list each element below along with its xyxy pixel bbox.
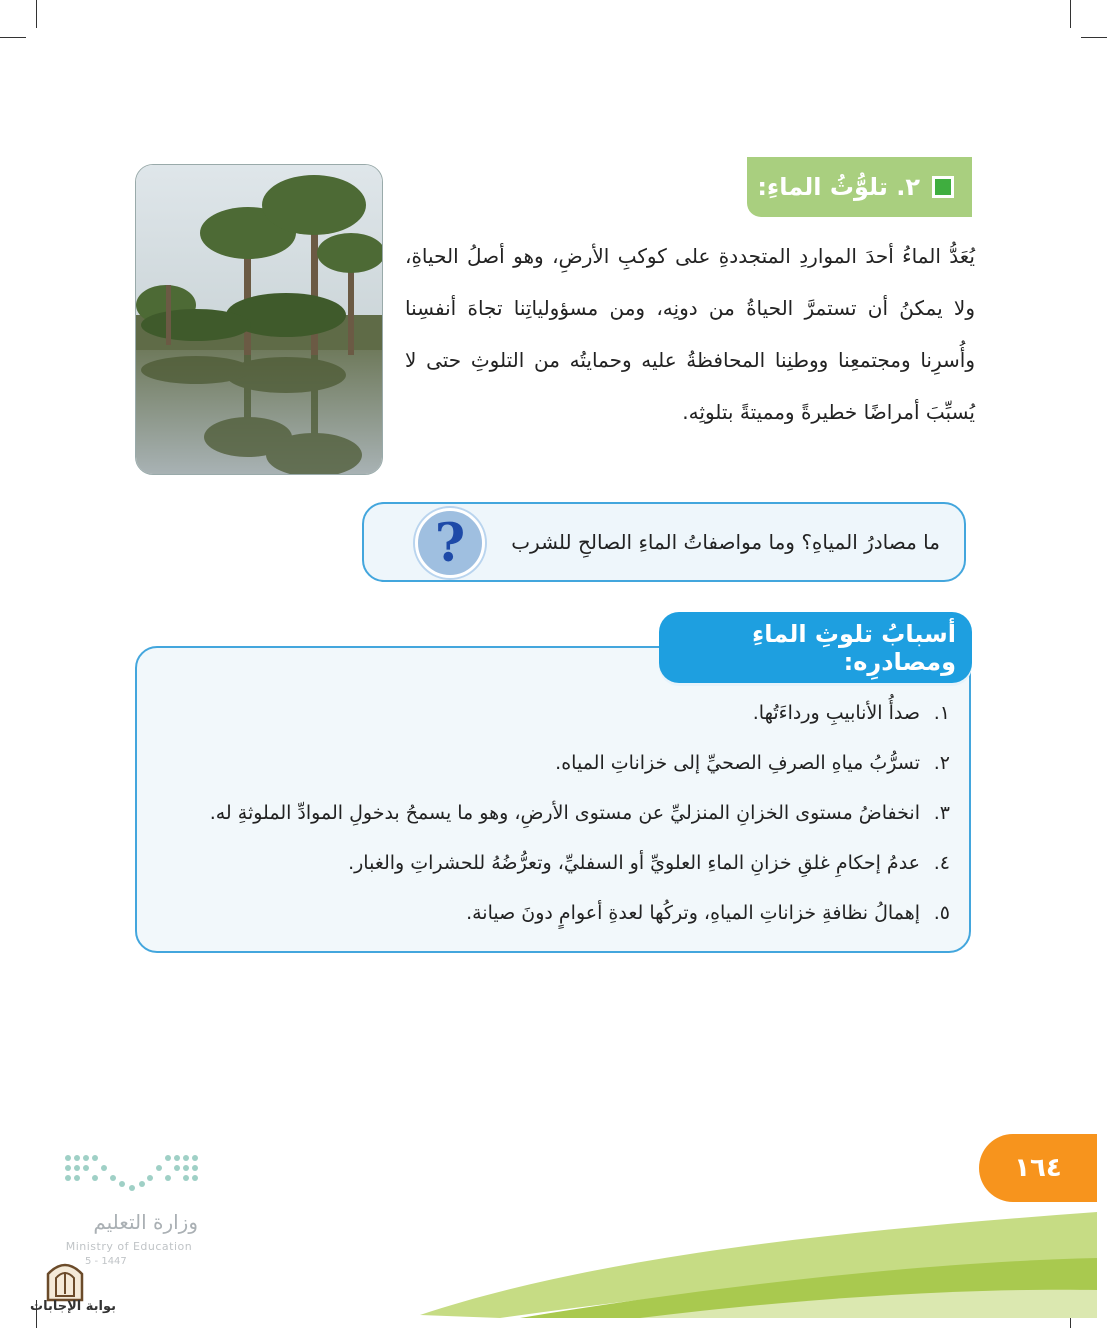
item-number: ٤. [933, 852, 950, 874]
portal-name: بوابة الإجابات [30, 1299, 116, 1314]
item-number: ١. [933, 702, 950, 724]
item-text: صدأُ الأنابيبِ ورداءَتُها. [752, 702, 920, 724]
paragraph-line: يُسبِّبَ أمراضًا خطيرةً ومميتةً بتلوثِه. [682, 400, 975, 424]
ministry-logo-icon [60, 1150, 205, 1210]
item-text: تسرُّبُ مياهِ الصرفِ الصحيِّ إلى خزاناتِ المياه. [555, 752, 920, 774]
paragraph-line: وأُسرِنا ومجتمعِنا ووطنِنا المحافظةُ عليه وحمايتُه من التلوثِ حتى لا [405, 348, 975, 372]
paragraph-line: يُعَدُّ الماءُ أحدَ المواردِ المتجددةِ على كوكبِ الأرضِ، وهو أصلُ الحياةِ، [405, 244, 975, 268]
ministry-name-ar: وزارة التعليم [93, 1210, 198, 1234]
question-text: ما مصادرُ المياهِ؟ وما مواصفاتُ الماءِ الصالحِ للشرب [511, 530, 940, 554]
page-number: ١٦٤ [979, 1134, 1097, 1202]
paragraph-line: ولا يمكنُ أن تستمرَّ الحياةُ من دونِه، ومن مسؤولياتِنا تجاهَ أنفسِنا [405, 296, 975, 320]
causes-heading: أسبابُ تلوثِ الماءِ ومصادرِه: [751, 619, 956, 676]
item-number: ٣. [933, 802, 950, 824]
ministry-year: 5 - 1447 [85, 1256, 127, 1267]
item-text: إهمالُ نظافةِ خزاناتِ المياهِ، وتركُها لعدةِ أعوامٍ دونَ صيانة. [466, 902, 920, 924]
item-number: ٢. [933, 752, 950, 774]
item-number: ٥. [933, 902, 950, 924]
ministry-name-en: Ministry of Education [65, 1240, 193, 1253]
item-text: عدمُ إحكامِ غلقِ خزانِ الماءِ العلويِّ أو السفليِّ، وتعرُّضُهُ للحشراتِ والغبار. [348, 852, 920, 874]
portal-logo-icon [44, 1256, 86, 1302]
question-mark-icon: ? [415, 508, 485, 578]
section-title: ٢. تلوُّثُ الماءِ: [757, 173, 920, 201]
item-text: انخفاضُ مستوى الخزانِ المنزليِّ عن مستوى الأرضِ، وهو ما يسمحُ بدخولِ الموادِّ الملوثةِ له. [209, 802, 920, 824]
